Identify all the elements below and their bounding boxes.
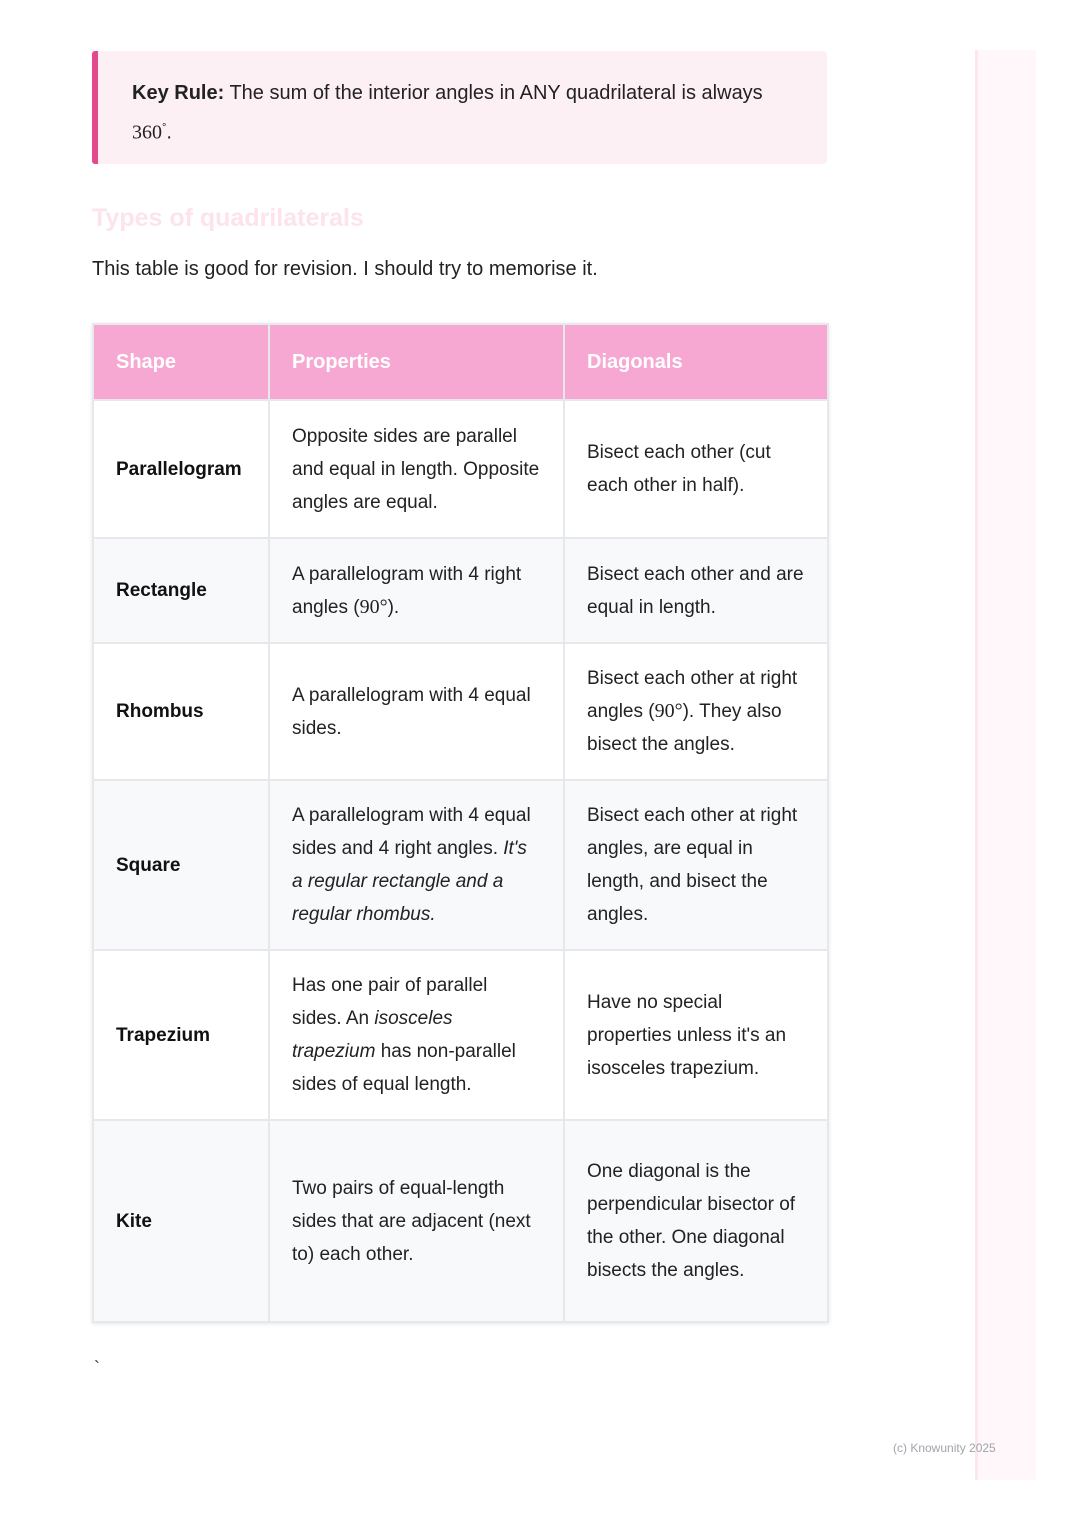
table-row (93, 1120, 828, 1322)
properties-text: Has one pair of parallel sides. An (292, 975, 488, 1029)
diagonals-cell: One diagonal is the perpendicular bisector of the other. One diagonal bisects the angles. (564, 1120, 828, 1322)
column-header-properties: Properties (269, 324, 564, 400)
degree-value: 90° (654, 700, 683, 722)
page-margin-strip (975, 50, 1036, 1480)
properties-text: A parallelogram with 4 right angles ( (292, 563, 522, 618)
table-header-row (93, 324, 828, 400)
properties-text-end: ). (387, 596, 400, 618)
callout-text: The sum of the interior angles in ANY quadrilateral is always (229, 82, 763, 104)
properties-cell (269, 538, 564, 643)
diagonals-cell (564, 643, 828, 780)
shape-cell: Rectangle (93, 538, 269, 643)
properties-cell (269, 780, 564, 950)
diagonals-text: Bisect each other at right angles ( (587, 668, 798, 722)
properties-text: A parallelogram with 4 equal sides and 4 right angles. (292, 805, 531, 859)
shape-cell: Rhombus (93, 643, 269, 780)
diagonals-cell: Bisect each other and are equal in length. (564, 538, 828, 643)
diagonals-cell: Have no special properties unless it's an isosceles trapezium. (564, 950, 828, 1120)
diagonals-cell: Bisect each other (cut each other in half). (564, 400, 828, 538)
properties-italic-text: isosceles trapezium (292, 1008, 453, 1062)
shape-cell: Trapezium (93, 950, 269, 1120)
shape-cell: Square (93, 780, 269, 950)
properties-text-end: has non-parallel sides of equal length. (292, 1041, 516, 1095)
table-row (93, 780, 828, 950)
quadrilaterals-table (92, 323, 829, 1323)
properties-cell: Two pairs of equal-length sides that are adjacent (next to) each other. (269, 1120, 564, 1322)
shape-cell: Kite (93, 1120, 269, 1322)
copyright-footer: (c) Knowunity 2025 (893, 1441, 996, 1455)
shape-cell: Parallelogram (93, 400, 269, 538)
properties-cell: A parallelogram with 4 equal sides. (269, 643, 564, 780)
properties-italic-text: It's a regular rectangle and a regular rhombus. (292, 838, 527, 925)
table-row (93, 643, 828, 780)
properties-cell: Opposite sides are parallel and equal in length. Opposite angles are equal. (269, 400, 564, 538)
callout-end: . (166, 121, 172, 144)
properties-cell (269, 950, 564, 1120)
section-heading: Types of quadrilaterals (92, 204, 364, 232)
diagonals-cell: Bisect each other at right angles, are equal in length, and bisect the angles. (564, 780, 828, 950)
column-header-shape: Shape (93, 324, 269, 400)
callout-degree: ° (162, 122, 167, 134)
stray-mark: ` (94, 1358, 100, 1378)
callout-label: Key Rule: (132, 82, 225, 104)
table-row (93, 400, 828, 538)
intro-text: This table is good for revision. I should try to memorise it. (92, 258, 598, 280)
degree-value: 90° (359, 595, 388, 618)
column-header-diagonals: Diagonals (564, 324, 828, 400)
table-row (93, 950, 828, 1120)
diagonals-text-end: ). They also bisect the angles. (587, 701, 782, 755)
table-row (93, 538, 828, 643)
key-rule-callout (92, 51, 827, 164)
callout-value: 360 (132, 121, 162, 144)
